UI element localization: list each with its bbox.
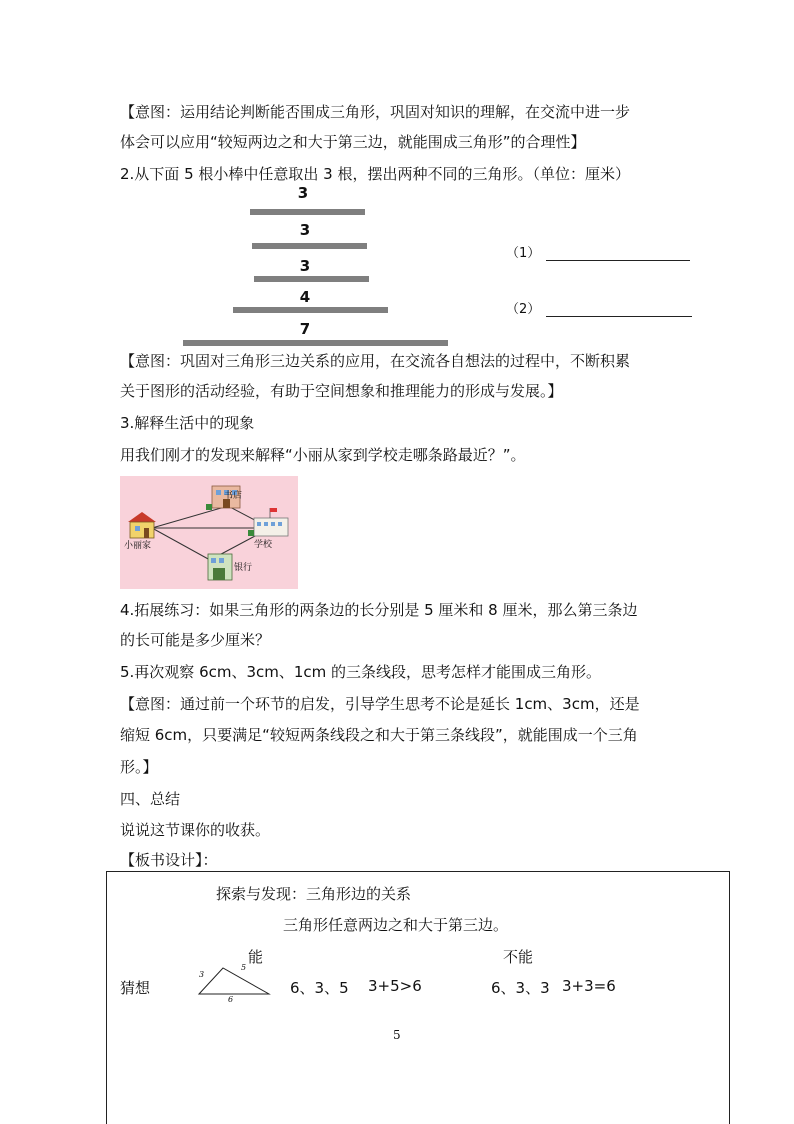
intent1-line1: 【意图：运用结论判断能否围成三角形，巩固对知识的理解，在交流中进一步 [120, 103, 631, 121]
stick-label-4: 4 [299, 288, 311, 306]
bank-icon [208, 554, 232, 580]
board-cannot-sides: 6、3、3 [491, 979, 550, 997]
answer-line-1 [546, 246, 690, 261]
intent3-line2: 缩短 6cm，只要满足“较短两条线段之和大于第三条线段”，就能围成一个三角 [120, 726, 638, 744]
stick-label-2: 3 [299, 221, 311, 239]
home-icon [128, 512, 156, 538]
stick-3 [254, 276, 369, 282]
answer-blank-1[interactable] [506, 242, 690, 261]
board-design-box [106, 871, 730, 1124]
q3-title: 3.解释生活中的现象 [120, 414, 255, 432]
page-number: 5 [393, 1028, 401, 1042]
stick-label-1: 3 [297, 184, 309, 202]
q4-line1: 4.拓展练习：如果三角形的两条边的长分别是 5 厘米和 8 厘米，那么第三条边 [120, 601, 638, 619]
intent2-line1: 【意图：巩固对三角形三边关系的应用，在交流各自想法的过程中，不断积累 [120, 352, 631, 370]
board-design-label: 【板书设计】： [120, 851, 218, 869]
map-label-bookstore: 书店 [224, 491, 243, 501]
board-guess-label: 猜想 [120, 979, 151, 997]
route-map-illustration [120, 476, 298, 589]
board-cannot-label: 不能 [503, 948, 534, 966]
stick-5 [183, 340, 448, 346]
map-label-school: 学校 [254, 540, 273, 550]
intent3-line3: 形。】 [120, 758, 158, 776]
answer-blank-1-label: （1） [506, 246, 541, 261]
stick-label-3: 3 [299, 257, 311, 275]
stick-label-5: 7 [299, 320, 311, 338]
board-can-label: 能 [248, 948, 264, 966]
triangle-side-c: 6 [228, 995, 234, 1004]
summary-heading: 四、总结 [120, 790, 181, 808]
board-cannot-eq: 3+3=6 [562, 977, 616, 995]
stick-1 [250, 209, 365, 215]
intent3-line1: 【意图：通过前一个环节的启发，引导学生思考不论是延长 1cm、3cm，还是 [120, 695, 640, 713]
q4-line2: 的长可能是多少厘米？ [120, 631, 271, 649]
answer-blank-2-label: （2） [506, 302, 541, 317]
summary-text: 说说这节课你的收获。 [120, 821, 271, 839]
map-label-home: 小丽家 [124, 541, 152, 551]
answer-line-2 [546, 302, 692, 317]
board-title: 探索与发现：三角形边的关系 [216, 885, 412, 903]
triangle-side-b: 5 [241, 963, 247, 972]
triangle-side-a: 3 [199, 970, 205, 979]
board-can-eq: 3+5>6 [368, 977, 422, 995]
intent2-line2: 关于图形的活动经验，有助于空间想象和推理能力的形成与发展。】 [120, 382, 563, 400]
intent1-line2: 体会可以应用“较短两边之和大于第三边，就能围成三角形”的合理性】 [120, 133, 586, 151]
route-map-svg [120, 476, 298, 589]
school-icon [248, 508, 288, 536]
board-rule: 三角形任意两边之和大于第三边。 [283, 916, 509, 934]
map-label-bank: 银行 [234, 563, 253, 573]
answer-blank-2[interactable] [506, 298, 692, 317]
stick-2 [252, 243, 367, 249]
board-can-sides: 6、3、5 [290, 979, 349, 997]
q2-title: 2.从下面 5 根小棒中任意取出 3 根，摆出两种不同的三角形。（单位：厘米） [120, 165, 630, 183]
q3-text: 用我们刚才的发现来解释“小丽从家到学校走哪条路最近？”。 [120, 446, 526, 464]
stick-4 [233, 307, 388, 313]
q5-line1: 5.再次观察 6cm、3cm、1cm 的三条线段，思考怎样才能围成三角形。 [120, 663, 602, 681]
